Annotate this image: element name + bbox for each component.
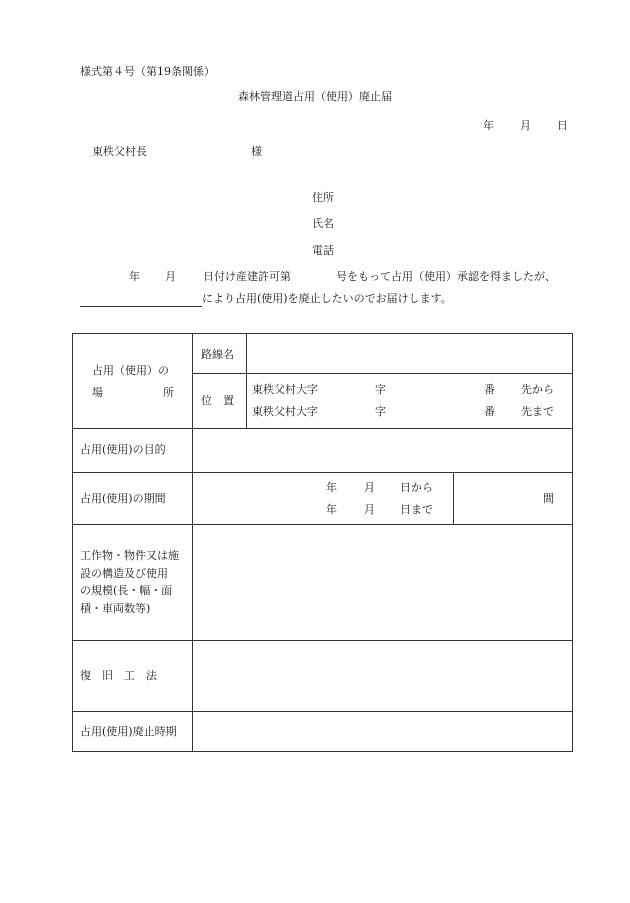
- phone-label: 電話: [312, 244, 334, 257]
- addressee: 東秩父村長: [92, 145, 147, 158]
- table-divider-label-column: [192, 334, 193, 751]
- position-from-aza: 字: [375, 383, 386, 396]
- abolition-timing-label: 占用(使用)廃止時期: [80, 725, 177, 738]
- table-divider-row-2: [73, 472, 572, 473]
- position-label: 位 置: [201, 394, 234, 407]
- addressee-honorific: 様: [251, 145, 262, 158]
- structure-label-line-2: 設の構造及び使用: [80, 567, 168, 580]
- period-from-day: 日から: [400, 481, 433, 494]
- name-label: 氏名: [312, 217, 334, 230]
- date-month-label: 月: [520, 119, 531, 132]
- date-year-label: 年: [483, 119, 494, 132]
- table-divider-period-duration: [453, 472, 454, 524]
- table-divider-route-column: [246, 334, 247, 428]
- table-divider-route-position: [192, 373, 572, 374]
- position-to-aza: 字: [375, 405, 386, 418]
- body-text-abolish: により占用(使用)を廃止したいのでお届けします。: [202, 292, 452, 305]
- period-label: 占用(使用)の期間: [80, 492, 166, 505]
- period-to-day: 日まで: [400, 503, 433, 516]
- body-month: 月: [165, 270, 176, 283]
- reason-blank-line: [80, 306, 202, 307]
- position-to-ban: 番: [484, 405, 495, 418]
- location-label-char-2: 所: [163, 386, 174, 399]
- table-divider-row-1: [73, 428, 572, 429]
- page-title: 森林管理道占用（使用）廃止届: [238, 90, 392, 103]
- period-from-month: 月: [364, 481, 375, 494]
- table-divider-row-5: [73, 711, 572, 712]
- position-from-village: 東秩父村大字: [252, 383, 318, 396]
- structure-label-line-3: の規模(長・幅・面: [80, 584, 173, 597]
- location-label-char-1: 場: [92, 386, 103, 399]
- table-divider-row-3: [73, 524, 572, 525]
- position-from-ban: 番: [484, 383, 495, 396]
- restoration-label: 復 旧 工 法: [80, 669, 157, 682]
- position-from-suffix: 先から: [521, 383, 554, 396]
- period-to-year: 年: [326, 503, 337, 516]
- body-year: 年: [129, 270, 140, 283]
- form-number: 様式第４号（第19条関係）: [80, 65, 215, 78]
- date-day-label: 日: [557, 119, 568, 132]
- route-name-label: 路線名: [201, 348, 234, 361]
- structure-label-line-4: 積・車両数等): [80, 602, 151, 615]
- body-text-approval: 号をもって占用（使用）承認を得ましたが、: [336, 270, 556, 283]
- notification-table: [72, 333, 573, 752]
- period-to-month: 月: [364, 503, 375, 516]
- position-to-village: 東秩父村大字: [252, 405, 318, 418]
- period-from-year: 年: [326, 481, 337, 494]
- position-to-suffix: 先まで: [521, 405, 554, 418]
- table-divider-row-4: [73, 640, 572, 641]
- body-text-permit: 日付け産建許可第: [203, 270, 291, 283]
- purpose-label: 占用(使用)の目的: [80, 443, 166, 456]
- period-duration: 間: [543, 492, 554, 505]
- structure-label-line-1: 工作物・物件又は施: [80, 549, 179, 562]
- address-label: 住所: [312, 191, 334, 204]
- location-label-line-1: 占用（使用）の: [92, 364, 169, 377]
